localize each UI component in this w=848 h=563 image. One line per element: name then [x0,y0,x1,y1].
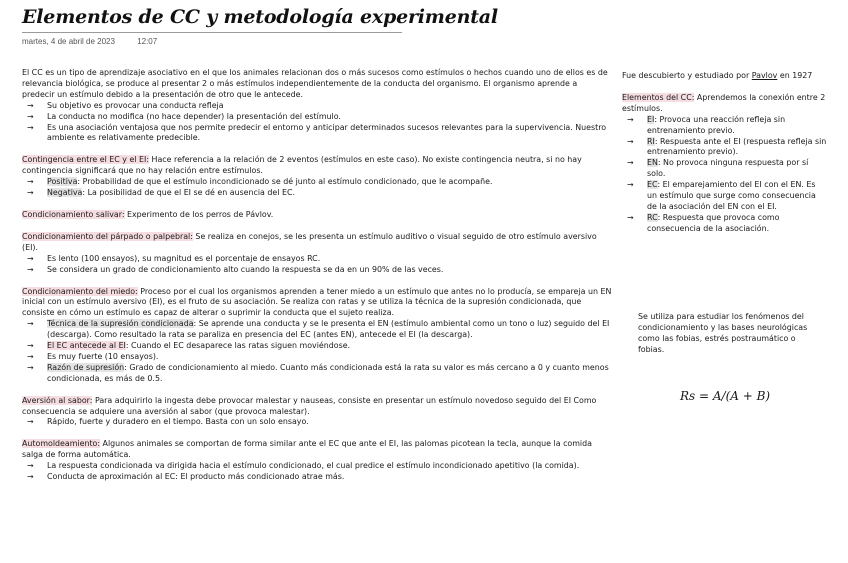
section-heading: Contingencia entre el EC y el EI: [22,155,150,165]
section-text: Experimento de los perros de Pávlov. [124,209,274,219]
list-item [647,213,827,235]
uso-note [638,312,818,356]
miedo-list [22,319,612,384]
title-divider [22,32,402,33]
section-text: Aprendemos la conexión entre 2 estímulos. [622,92,826,113]
item-label: RC [647,212,658,222]
note-text: Fue descubierto y estudiado por [622,71,752,80]
item-text: : Respuesta que provoca como consecuencia de la asociación. [647,212,780,233]
list-item [647,137,827,159]
intro-block [22,68,612,144]
item-text: : Se aprende una conducta y se le presenta el EN (estímulo ambiental como un tono o luz) seguido del EI (descarga). Como resultado la rata se paraliza en presencia del EC (antes EN), antecede el EI (la descarga). [47,319,610,340]
elementos-intro [622,93,827,115]
list-item: → Es lento (100 ensayos), su magnitud es el porcentaje de ensayos RC. [47,254,612,265]
elementos-list [622,115,827,235]
section-heading: Aversión al sabor: [22,395,93,405]
page-date: martes, 4 de abril de 2023 [22,37,115,46]
suppression-ratio-formula: Rs = A/(A + B) [680,389,771,403]
discovered-note [622,71,827,82]
item-label: EN [647,158,658,168]
section-text: Para adquirirlo la ingesta debe provocar malestar y nauseas, consiste en presentar un estímulo novedoso seguido del EI Como consecuencia se adquiere una aversión al sabor (que provoca malestar). [22,395,597,416]
intro-text: El CC es un tipo de aprendizaje asociativo en el que los animales relacionan dos o más sucesos como estímulos o hechos cuando uno de ellos es de relevancia biológica, se produce al presentar 2 o más estímulos independientemente de la conducta del organismo. El organismo aprende a predecir un estímulo debido a la presentación de otro que le antecede. [22,68,608,99]
list-item [647,158,827,180]
parpado-list [22,254,612,276]
page-meta [22,37,157,46]
page-time: 12:07 [137,37,158,46]
automoldeamiento-block [22,439,612,483]
item-label: Negativa [47,188,83,198]
contingencia-list [22,177,612,199]
item-text: : No provoca ninguna respuesta por sí solo. [647,158,809,179]
item-text: Es muy fuerte (10 ensayos). [47,351,159,361]
section-heading: Condicionamiento salivar: [22,209,125,219]
item-text: : Probabilidad de que el estímulo incondicionado se dé junto al estímulo condicionado, que le acompañe. [77,177,493,187]
pavlov-link: Pavlov [751,71,778,80]
list-item [47,188,612,199]
sabor-block [22,396,612,429]
page-title: Elementos de CC y metodología experimental [22,6,498,28]
item-text: : Respuesta ante el EI (respuesta refleja sin entrenamiento previo). [647,136,827,157]
item-text: : Grado de condicionamiento al miedo. Cuanto más condicionada está la rata su valor es más cercano a 0 y cuanto menos condicionada, es más de 0.5. [47,362,609,383]
sabor-list [22,417,612,428]
item-label: RI [647,136,655,146]
list-item [47,319,612,341]
section-text: Proceso por el cual los organismos aprenden a tener miedo a un estímulo que antes no lo producía, se empareja un EN inicial con un estímulo aversivo (EI), es el fruto de su asociación. Se realiza con ratas y se utiliza la técnica de la supresión condicionada, que consiste en cómo un estímulo es capaz de alterar o suprimir la conducta que el sujeto realiza. [22,286,612,318]
item-text: : Cuando el EC desaparece las ratas siguen moviéndose. [125,341,351,351]
section-text: Algunos animales se comportan de forma similar ante el EC que ante el EI, las palomas picotean la tecla, aunque la comida salga de forma automática. [22,439,592,460]
item-label: EI [647,114,655,124]
parpado-block [22,232,612,276]
section-heading: Condicionamiento del párpado o palpebral: [22,231,193,241]
list-item [47,363,612,385]
automoldeamiento-list [22,461,612,483]
item-label: EC [647,180,658,190]
section-text: Hace referencia a la relación de 2 eventos (estímulos en este caso). No existe contingencia neutra, si no hay contingencia significará que no hay relación entre estímulos. [22,155,582,176]
list-item [647,180,827,213]
item-text: : El emparejamiento del EI con el EN. Es un estímulo que surge como consecuencia de la asociación del EN con el EI. [647,180,816,211]
list-item: → Su objetivo es provocar una conducta refleja [47,101,612,112]
item-text: : La posibilidad de que el EI se dé en ausencia del EC. [82,188,295,198]
contingencia-block [22,155,612,199]
intro-list [22,101,612,145]
item-text: : Provoca una reacción refleja sin entrenamiento previo. [647,114,786,135]
list-item [647,115,827,137]
uso-text: Se utiliza para estudiar los fenómenos del condicionamiento y las bases neurológicas como las fobias, estrés postraumático o fobias. [638,312,808,354]
main-notes [22,68,612,494]
section-heading: Elementos del CC: [622,92,695,102]
salivar-block [22,210,612,221]
list-item [47,352,612,363]
side-notes [622,71,827,235]
item-label: Positiva [47,177,78,187]
list-item: → Rápido, fuerte y duradero en el tiempo. Basta con un solo ensayo. [47,417,612,428]
list-item [47,341,612,352]
section-text: Se realiza en conejos, se les presenta un estímulo auditivo o visual seguido de otro estímulo aversivo (EI). [22,231,597,252]
list-item [47,177,612,188]
list-item: → Conducta de aproximación al EC: El producto más condicionado atrae más. [47,472,612,483]
item-label: Razón de supresión [47,362,125,372]
note-text: en 1927 [777,71,813,80]
list-item: → Se considera un grado de condicionamiento alto cuando la respuesta se da en un 90% de las veces. [47,265,612,276]
list-item: → Es una asociación ventajosa que nos permite predecir el entorno y anticipar determinados sucesos relevantes para la supervivencia. Nuestro ambiente es relativamente predecible. [47,123,612,145]
list-item: → La conducta no modifica (no hace depender) la presentación del estímulo. [47,112,612,123]
item-label: Técnica de la supresión condicionada [47,319,194,329]
miedo-block [22,287,612,385]
section-heading: Automoldeamiento: [22,439,101,449]
item-label: El EC antecede al EI [47,341,126,351]
section-heading: Condicionamiento del miedo: [22,286,138,296]
list-item: → La respuesta condicionada va dirigida hacia el estímulo condicionado, el cual predice el estímulo incondicionado apetitivo (la comida). [47,461,612,472]
